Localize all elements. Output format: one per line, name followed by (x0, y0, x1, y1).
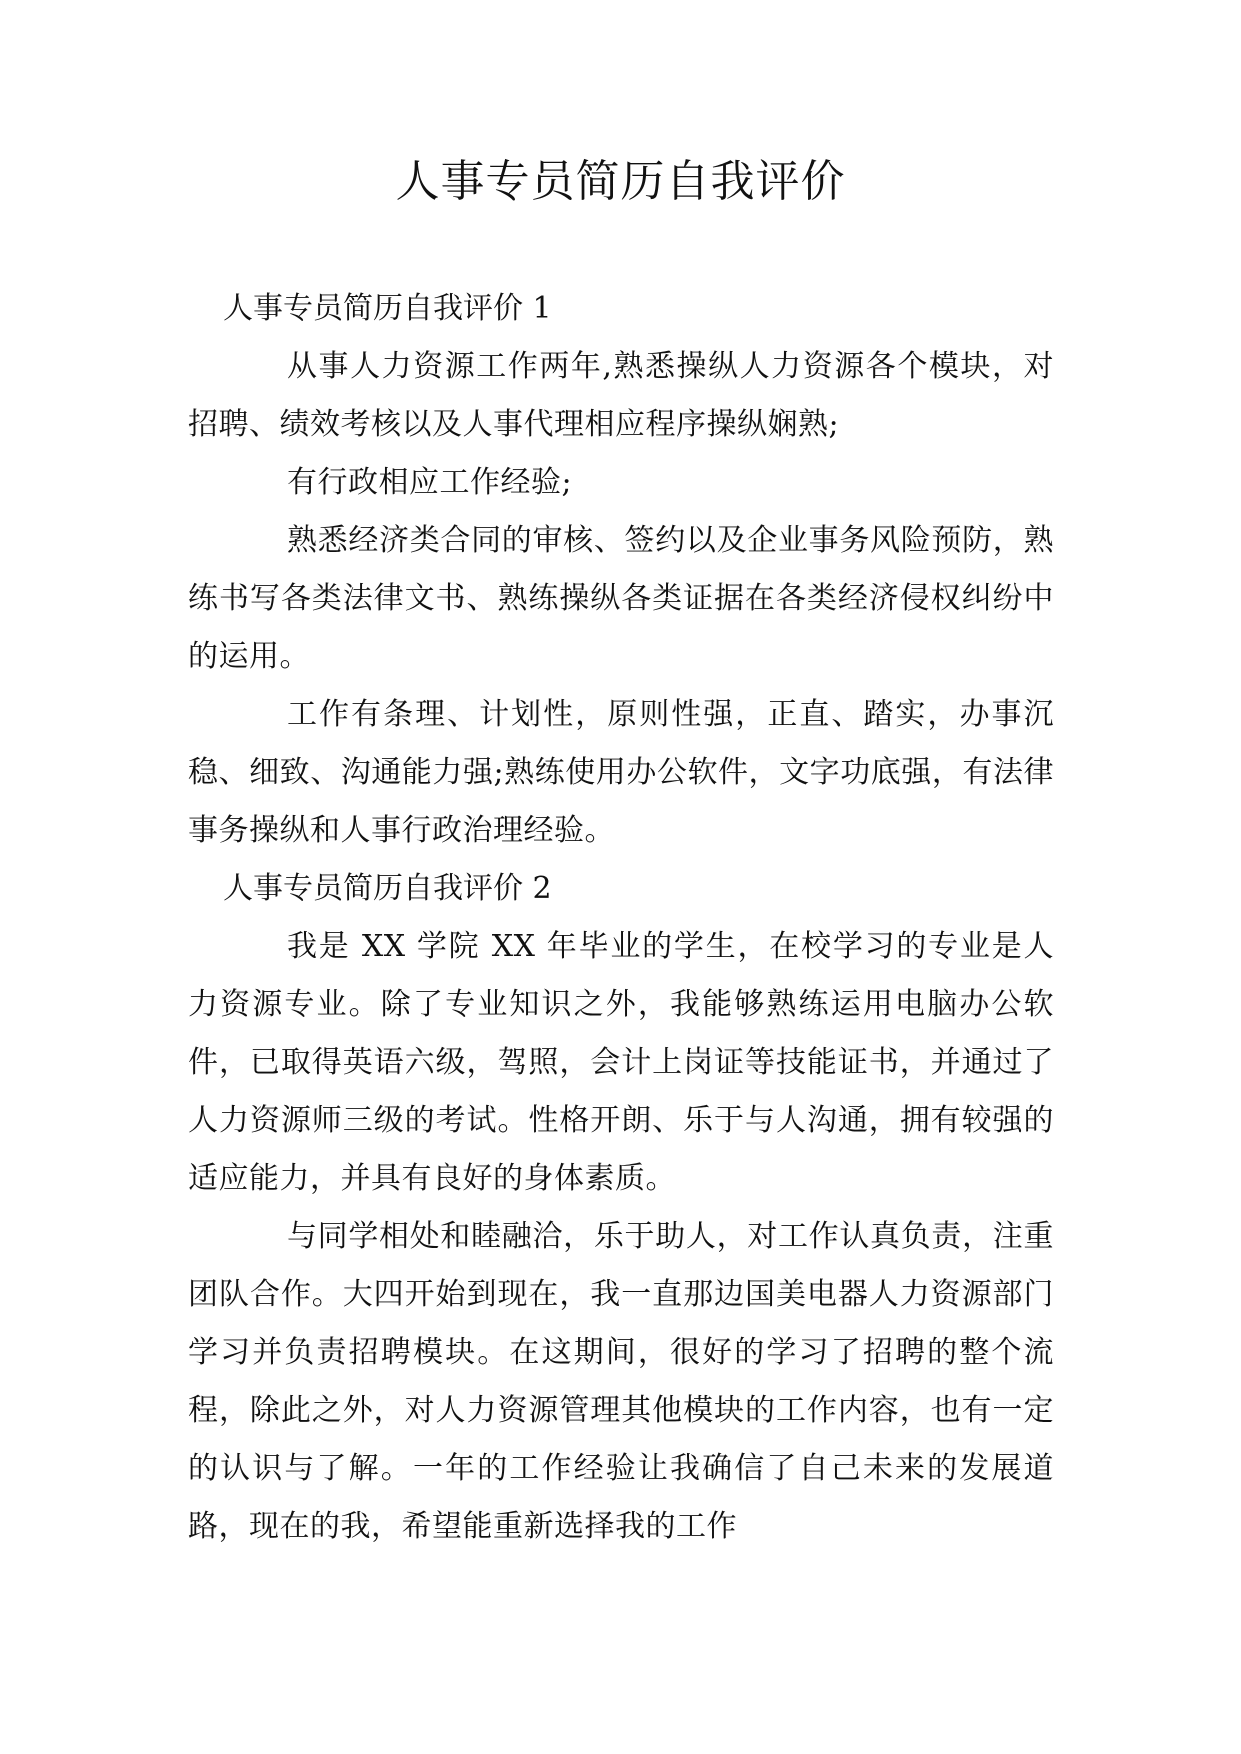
section-heading-2: 人事专员简历自我评价 2 (223, 871, 552, 906)
section-1-paragraph-3: 熟悉经济类合同的审核、签约以及企业事务风险预防，熟练书写各类法律文书、熟练操纵各类证据在各类经济侵权纠纷中的运用。 (188, 523, 1054, 674)
section-1-paragraph-4: 工作有条理、计划性，原则性强，正直、踏实，办事沉稳、细致、沟通能力强;熟练使用办公软件，文字功底强，有法律事务操纵和人事行政治理经验。 (188, 697, 1054, 848)
document-body (188, 280, 1054, 1556)
document-title: 人事专员简历自我评价 (395, 156, 846, 207)
section-1-paragraph-1: 从事人力资源工作两年,熟悉操纵人力资源各个模块，对招聘、绩效考核以及人事代理相应程序操纵娴熟; (188, 349, 1054, 442)
section-2-paragraph-1: 我是 XX 学院 XX 年毕业的学生，在校学习的专业是人力资源专业。除了专业知识之外，我能够熟练运用电脑办公软件，已取得英语六级，驾照，会计上岗证等技能证书，并通过了人力资源师三级的考试。性格开朗、乐于与人沟通，拥有较强的适应能力，并具有良好的身体素质。 (188, 929, 1054, 1196)
section-2-paragraph-2: 与同学相处和睦融洽，乐于助人，对工作认真负责，注重团队合作。大四开始到现在，我一直那边国美电器人力资源部门学习并负责招聘模块。在这期间，很好的学习了招聘的整个流程，除此之外，对人力资源管理其他模块的工作内容，也有一定的认识与了解。一年的工作经验让我确信了自己未来的发展道路，现在的我，希望能重新选择我的工作 (188, 1219, 1054, 1544)
section-heading-1: 人事专员简历自我评价 1 (223, 291, 552, 326)
section-1-paragraph-2: 有行政相应工作经验; (287, 465, 573, 500)
